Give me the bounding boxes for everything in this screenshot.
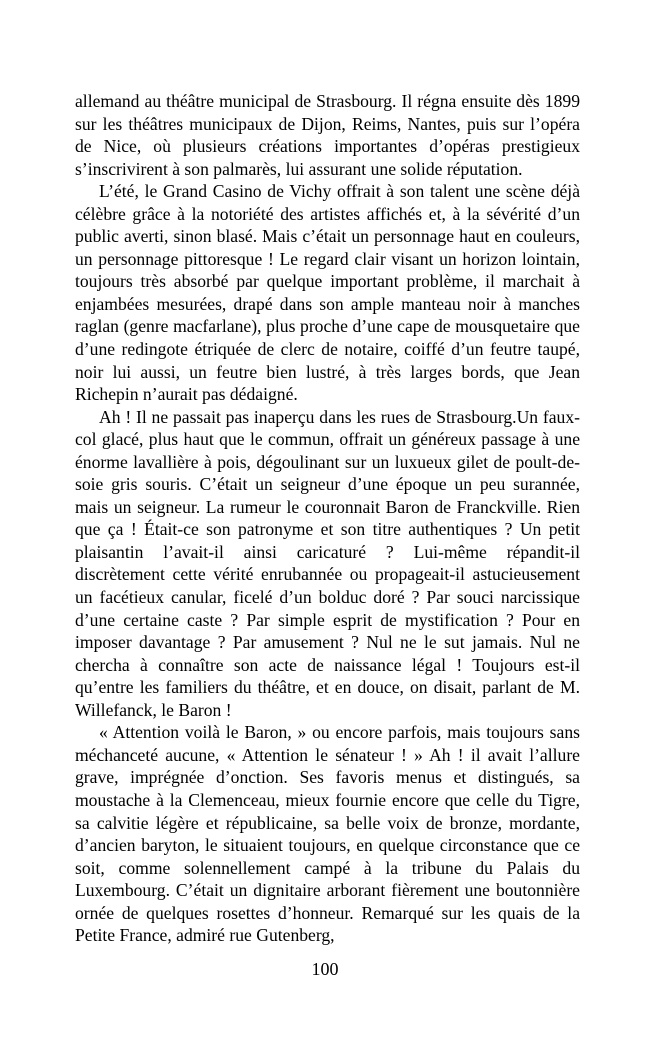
paragraph-4: « Attention voilà le Baron, » ou encore parfois, mais toujours sans méchanceté aucune, « Attention le sénateur ! » Ah ! il avait l’allure grave, imprégnée d’onction. Ses favoris menus et distingués, sa moustache à la Clemenceau, mieux fournie encore que celle du Tigre, sa calvitie légère et républicaine, sa belle voix de bronze, mordante, d’ancien baryton, le situaient toujours, en quelque circonstance que ce soit, comme solennellement campé à la tribune du Palais du Luxembourg. C’était un dignitaire arborant fièrement une boutonnière ornée de quelques rosettes d’honneur. Remarqué sur les quais de la Petite France, admiré rue Gutenberg, — [75, 722, 580, 946]
page-number: 100 — [311, 959, 339, 979]
paragraph-1: allemand au théâtre municipal de Strasbourg. Il régna ensuite dès 1899 sur les théâtres municipaux de Dijon, Reims, Nantes, puis sur l’opéra de Nice, où plusieurs créations importantes d’opéras prestigieux s’inscrivirent à son palmarès, lui assurant une solide réputation. — [75, 91, 580, 179]
page-body — [75, 90, 580, 947]
paragraph-2: L’été, le Grand Casino de Vichy offrait à son talent une scène déjà célèbre grâce à la notoriété des artistes affichés et, à la sévérité d’un public averti, sinon blasé. Mais c’était un personnage haut en couleurs, un personnage pittoresque ! Le regard clair visant un horizon lointain, toujours très absorbé par quelque important problème, il marchait à enjambées mesurées, drapé dans son ample manteau noir à manches raglan (genre macfarlane), plus proche d’une cape de mousquetaire que d’une redingote étriquée de clerc de notaire, coiffé d’un feutre taupé, noir lui aussi, un feutre bien lustré, à très larges bords, que Jean Richepin n’aurait pas dédaigné. — [75, 181, 580, 405]
paragraph-3: Ah ! Il ne passait pas inaperçu dans les rues de Strasbourg.Un faux-col glacé, plus haut que le commun, offrait un généreux passage à une énorme lavallière à pois, dégoulinant sur un luxueux gilet de poult-de-soie gris souris. C’était un seigneur d’une époque un peu surannée, mais un seigneur. La rumeur le couronnait Baron de Franckville. Rien que ça ! Était-ce son patronyme et son titre authentiques ? Un petit plaisantin l’avait-il ainsi caricaturé ? Lui-même répandit-il discrètement cette vérité enrubannée ou propageait-il astucieusement un facétieux canular, ficelé d’un bolduc doré ? Par souci narcissique d’une certaine caste ? Par simple esprit de mystification ? Pour en imposer davantage ? Par amusement ? Nul ne le sut jamais. Nul ne chercha à connaître son acte de naissance légal ! Toujours est-il qu’entre les familiers du théâtre, et en douce, on disait, parlant de M. Willefanck, le Baron ! — [75, 406, 580, 720]
